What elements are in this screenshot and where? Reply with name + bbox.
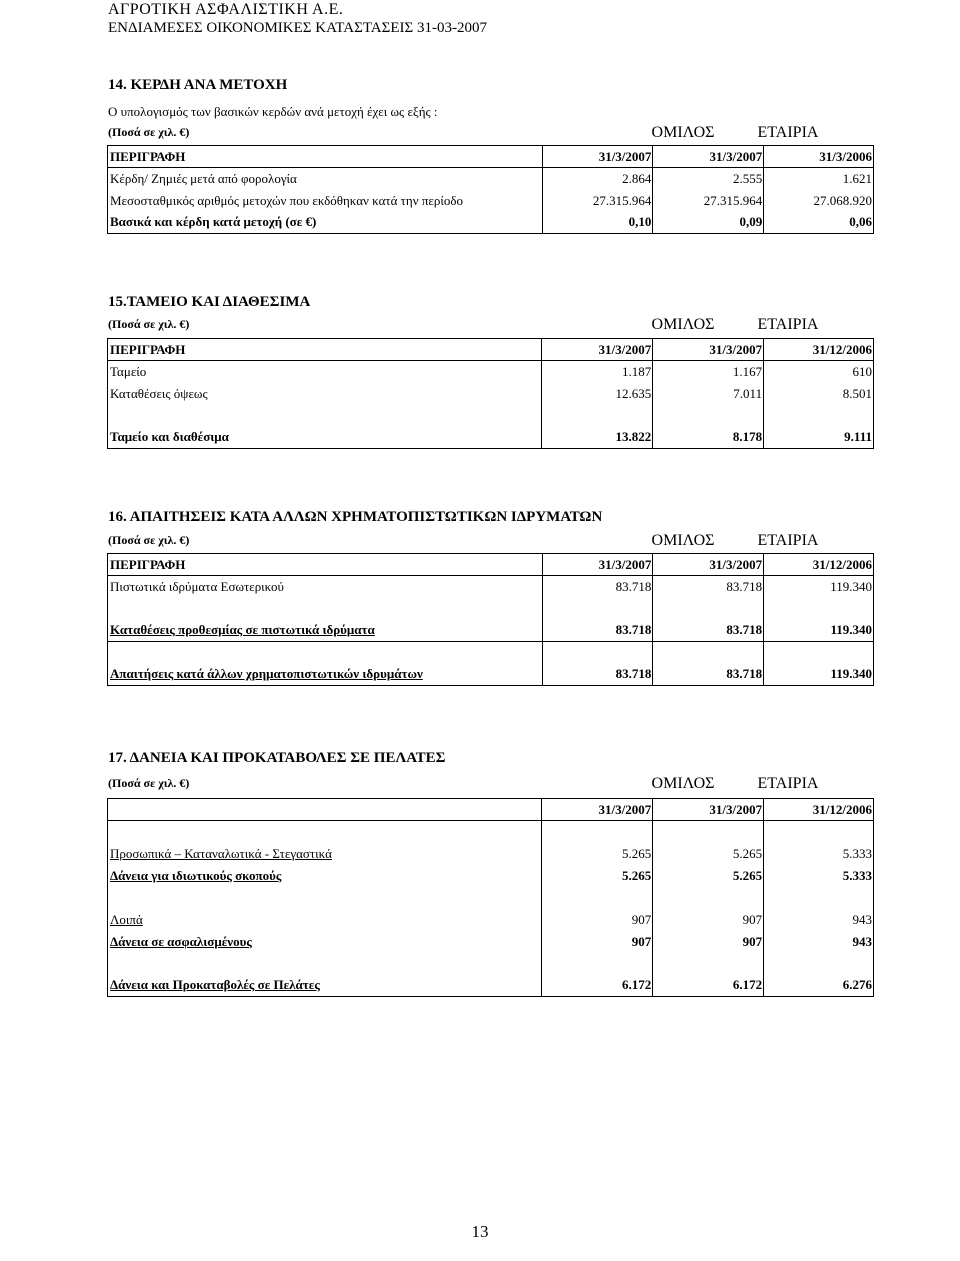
- header-cell: ΠΕΡΙΓΡΑΦΗ: [108, 146, 543, 168]
- row-label: Βασικά και κέρδη κατά μετοχή (σε €): [108, 212, 543, 234]
- table-row: [108, 843, 874, 865]
- table-header-row: [108, 339, 874, 361]
- header-cell: ΠΕΡΙΓΡΑΦΗ: [108, 554, 543, 576]
- row-value: 5.333: [842, 845, 872, 861]
- section-15-title: 15.ΤΑΜΕΙΟ ΚΑΙ ΔΙΑΘΕΣΙΜΑ: [108, 294, 311, 310]
- header-cell: 31/3/2007: [653, 554, 764, 576]
- group-label: ΟΜΙΛΟΣ: [651, 532, 715, 549]
- header-cell: 31/3/2007: [542, 146, 653, 168]
- row-label: Κέρδη/ Ζημιές μετά από φορολογία: [108, 168, 543, 190]
- row-value: 27.068.920: [813, 192, 872, 208]
- header-cell: 31/3/2007: [542, 554, 653, 576]
- header-cell: 31/3/2006: [819, 148, 872, 164]
- section-14-title: 14. ΚΕΡΔΗ ΑΝΑ ΜΕΤΟΧΗ: [108, 77, 288, 93]
- header-cell: 31/3/2007: [653, 799, 764, 821]
- table-row: [108, 212, 874, 234]
- row-value: 5.333: [842, 867, 872, 883]
- row-value: 943: [852, 933, 872, 949]
- row-value: 6.172: [653, 975, 764, 997]
- row-label: Καταθέσεις προθεσμίας σε πιστωτικά ιδρύματα: [110, 622, 375, 638]
- page-number: 13: [471, 1222, 489, 1241]
- row-value: 610: [852, 363, 872, 379]
- group-label: ΟΜΙΛΟΣ: [651, 316, 715, 333]
- company-name: ΑΓΡΟΤΙΚΗ ΑΣΦΑΛΙΣΤΙΚΗ Α.Ε.: [108, 1, 344, 18]
- unit-label: (Ποσά σε χιλ. €): [108, 533, 190, 547]
- row-value: 83.718: [542, 620, 653, 642]
- report-title: ΕΝΔΙΑΜΕΣΕΣ ΟΙΚΟΝΟΜΙΚΕΣ ΚΑΤΑΣΤΑΣΕΙΣ 31-03-2007: [108, 20, 487, 36]
- spacer-row: [108, 405, 874, 427]
- company-label: ΕΤΑΙΡΙΑ: [757, 316, 819, 333]
- table-header-row: [108, 146, 874, 168]
- row-value: 0,09: [653, 212, 764, 234]
- row-value: 943: [852, 911, 872, 927]
- interbank-table: [107, 553, 874, 686]
- header-cell: 31/3/2007: [653, 146, 764, 168]
- row-value: 83.718: [653, 576, 764, 598]
- row-value: 27.315.964: [542, 190, 653, 212]
- row-value: 83.718: [653, 664, 764, 686]
- row-value: 0,06: [849, 214, 872, 230]
- table-row: [108, 383, 874, 405]
- table-row: [108, 168, 874, 190]
- row-label: Ταμείο: [108, 361, 542, 383]
- section-14-subtitle: Ο υπολογισμός των βασικών κερδών ανά μετοχή έχει ως εξής :: [108, 104, 438, 119]
- group-label: ΟΜΙΛΟΣ: [651, 124, 715, 141]
- row-value: 9.111: [844, 429, 872, 445]
- document-header: [108, 0, 568, 38]
- row-value: 907: [653, 931, 764, 953]
- spacer-row: [108, 953, 874, 975]
- subtotal-row: [108, 865, 874, 887]
- row-value: 119.340: [830, 666, 872, 682]
- spacer-row: [108, 821, 874, 843]
- section-16-unit-row: [108, 530, 874, 550]
- row-value: 8.501: [842, 385, 872, 401]
- row-value: 83.718: [542, 576, 653, 598]
- row-value: 1.187: [542, 361, 653, 383]
- row-label: Απαιτήσεις κατά άλλων χρηματοπιστωτικών ιδρυμάτων: [110, 666, 423, 682]
- spacer-row: [108, 887, 874, 909]
- unit-label: (Ποσά σε χιλ. €): [108, 776, 190, 790]
- row-label: Δάνεια για ιδιωτικούς σκοπούς: [110, 867, 282, 883]
- row-value: 1.167: [653, 361, 764, 383]
- header-cell: 31/3/2007: [542, 799, 653, 821]
- company-label: ΕΤΑΙΡΙΑ: [757, 775, 819, 792]
- row-value: 907: [653, 909, 764, 931]
- total-row: [108, 427, 874, 449]
- row-value: 1.621: [842, 170, 872, 186]
- spacer-row: [108, 598, 874, 620]
- row-value: 907: [542, 909, 653, 931]
- row-value: 8.178: [653, 427, 764, 449]
- row-label: Μεσοσταθμικός αριθμός μετοχών που εκδόθηκαν κατά την περίοδο: [108, 190, 543, 212]
- loans-table: [107, 798, 874, 997]
- row-value: 907: [542, 931, 653, 953]
- total-row: [108, 664, 874, 686]
- header-cell: 31/12/2006: [812, 801, 872, 817]
- row-value: 119.340: [830, 578, 872, 594]
- header-cell: 31/3/2007: [542, 339, 653, 361]
- row-value: 2.864: [542, 168, 653, 190]
- table-header-row: [108, 799, 874, 821]
- row-label: Δάνεια και Προκαταβολές σε Πελάτες: [110, 977, 320, 993]
- cash-table: [107, 338, 874, 449]
- row-label: Λοιπά: [110, 911, 143, 927]
- row-value: 7.011: [653, 383, 764, 405]
- row-value: 13.822: [542, 427, 653, 449]
- row-value: 2.555: [653, 168, 764, 190]
- table-row: [108, 361, 874, 383]
- eps-table: [107, 145, 874, 234]
- row-value: 0,10: [542, 212, 653, 234]
- row-label: Δάνεια σε ασφαλισμένους: [110, 933, 252, 949]
- row-value: 5.265: [542, 865, 653, 887]
- company-label: ΕΤΑΙΡΙΑ: [757, 532, 819, 549]
- spacer-row: [108, 642, 874, 664]
- subtotal-row: [108, 620, 874, 642]
- section-15-unit-row: [108, 314, 874, 334]
- subtotal-row: [108, 931, 874, 953]
- header-cell: 31/3/2007: [653, 339, 764, 361]
- table-row: [108, 909, 874, 931]
- header-cell: ΠΕΡΙΓΡΑΦΗ: [108, 339, 542, 361]
- company-label: ΕΤΑΙΡΙΑ: [757, 124, 819, 141]
- section-14-unit-row: [108, 122, 874, 142]
- section-16-title: 16. ΑΠΑΙΤΗΣΕΙΣ ΚΑΤΑ ΑΛΛΩΝ ΧΡΗΜΑΤΟΠΙΣΤΩΤΙΚΩΝ ΙΔΡΥΜΑΤΩΝ: [108, 509, 603, 525]
- row-value: 83.718: [653, 620, 764, 642]
- row-label: Καταθέσεις όψεως: [108, 383, 542, 405]
- row-value: 5.265: [653, 843, 764, 865]
- row-value: 6.276: [842, 977, 872, 993]
- group-label: ΟΜΙΛΟΣ: [651, 775, 715, 792]
- row-value: 5.265: [653, 865, 764, 887]
- section-17-unit-row: [108, 773, 874, 793]
- header-cell: [108, 799, 542, 821]
- table-row: [108, 576, 874, 598]
- row-value: 83.718: [542, 664, 653, 686]
- total-row: [108, 975, 874, 997]
- row-value: 27.315.964: [653, 190, 764, 212]
- unit-label: (Ποσά σε χιλ. €): [108, 317, 190, 331]
- header-cell: 31/12/2006: [812, 341, 872, 357]
- row-value: 12.635: [542, 383, 653, 405]
- row-label: Πιστωτικά ιδρύματα Εσωτερικού: [108, 576, 543, 598]
- unit-label: (Ποσά σε χιλ. €): [108, 125, 190, 139]
- table-header-row: [108, 554, 874, 576]
- row-value: 5.265: [542, 843, 653, 865]
- row-value: 119.340: [830, 622, 872, 638]
- header-cell: 31/12/2006: [812, 556, 872, 572]
- row-label: Ταμείο και διαθέσιμα: [108, 427, 542, 449]
- table-row: [108, 190, 874, 212]
- row-value: 6.172: [542, 975, 653, 997]
- section-17-title: 17. ΔΑΝΕΙΑ ΚΑΙ ΠΡΟΚΑΤΑΒΟΛΕΣ ΣΕ ΠΕΛΑΤΕΣ: [108, 750, 446, 766]
- row-label: Προσωπικά – Καταναλωτικά - Στεγαστικά: [110, 845, 332, 861]
